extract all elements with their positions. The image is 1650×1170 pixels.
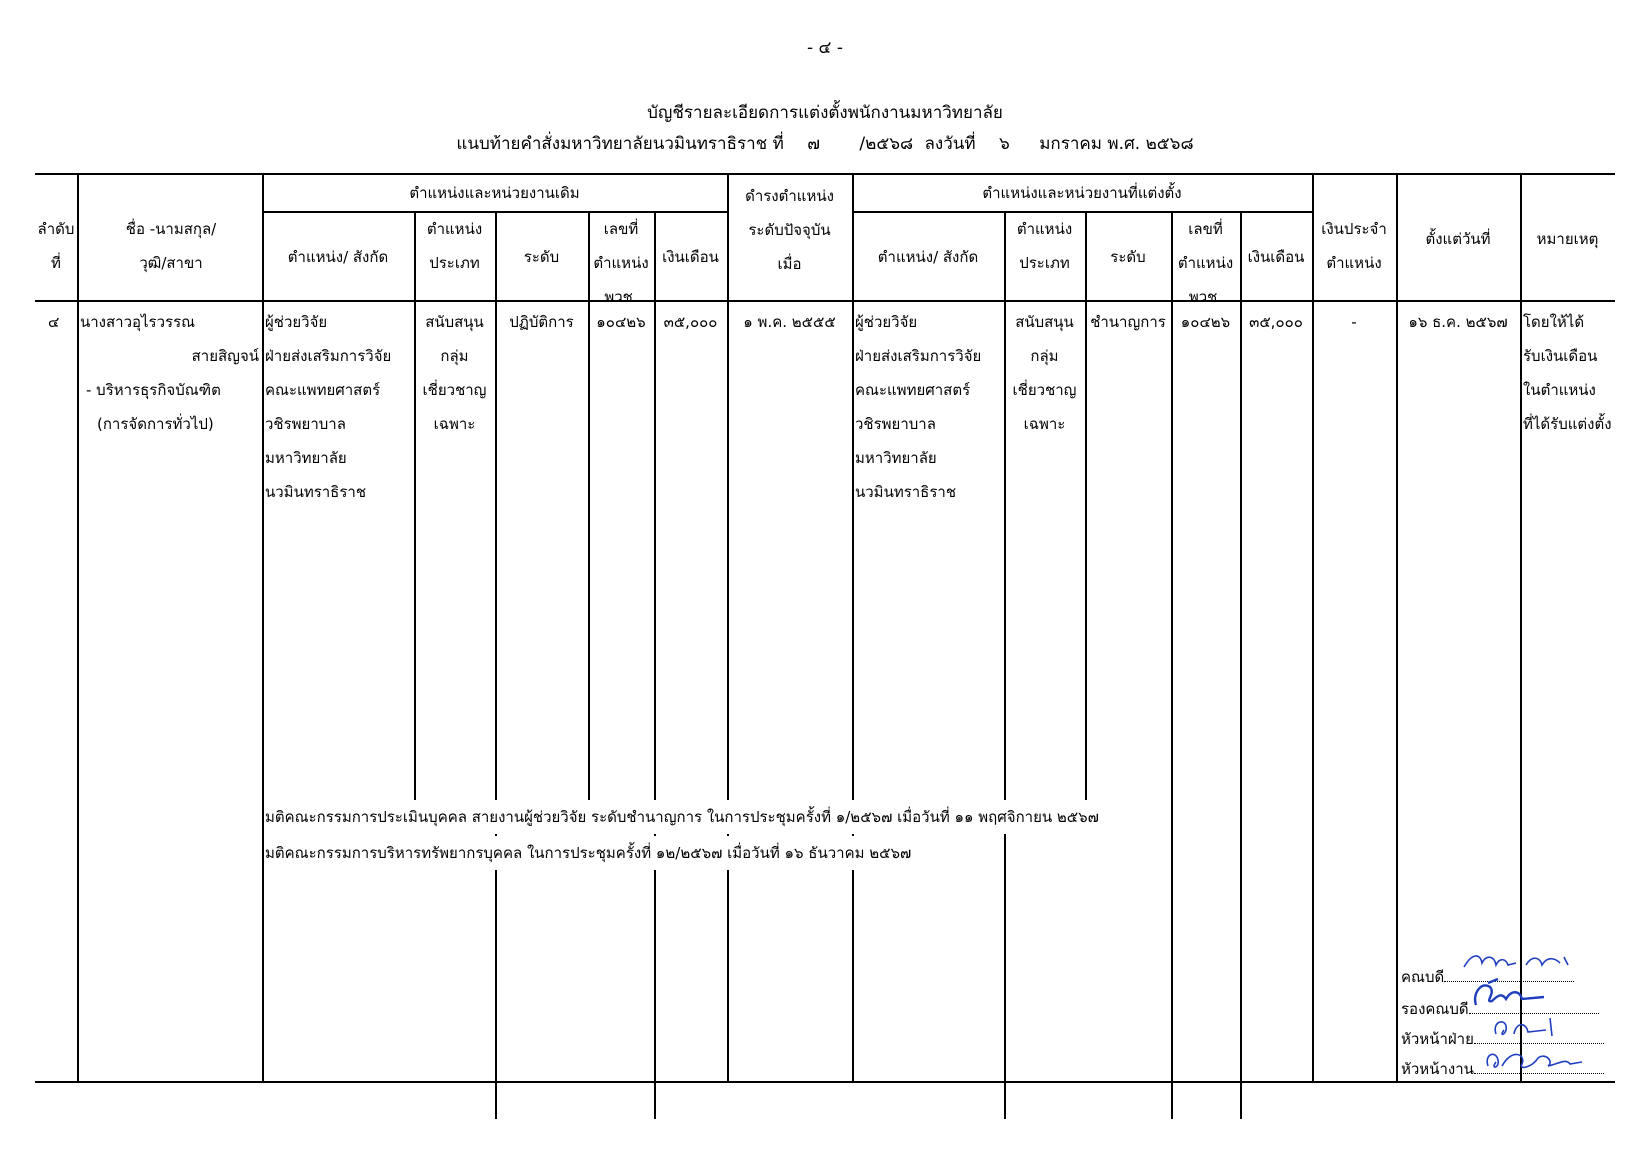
old-type: สนับสนุน กลุ่ม เชี่ยวชาญ เฉพาะ [422,313,487,433]
resolution-2: มติคณะกรรมการบริหารทรัพยากรบุคคล ในการประชุมครั้งที่ ๑๒/๒๕๖๗ เมื่อวันที่ ๑๖ ธันวาคม ๒๕๖๗ [265,836,911,870]
degree-line2: (การจัดการทั่วไป) [97,415,214,433]
order-year: /๒๕๖๘ [859,134,914,154]
header-new-type: ตำแหน่ง ประเภท [1016,220,1073,272]
header-allowance: เงินประจำ ตำแหน่ง [1321,220,1387,272]
signature-section-head: หัวหน้างาน [1401,1057,1604,1081]
old-salary: ๓๕,๐๐๐ [663,313,718,331]
remark: โดยให้ได้ รับเงินเดือน ในตำแหน่ง ที่ได้รับแต่งตั้ง [1523,313,1612,433]
header-held-since: ดำรงตำแหน่ง ระดับปัจจุบัน เมื่อ [745,187,834,273]
header-old-type: ตำแหน่ง ประเภท [426,220,483,272]
page-number: - ๔ - [807,38,843,58]
name-line2: สายสิญจน์ [191,347,259,365]
signature-vice-dean: รองคณบดี [1401,997,1599,1021]
old-position: ผู้ช่วยวิจัย ฝ่ายส่งเสริมการวิจัย คณะแพทยศาสตร์ วชิรพยาบาล มหาวิทยาลัย นวมินทราธิราช [265,313,392,501]
header-old-salary: เงินเดือน [662,248,719,266]
signature-dean: คณบดี [1401,965,1574,989]
old-level: ปฏิบัติการ [509,313,574,331]
header-effective: ตั้งแต่วันที่ [1425,230,1491,248]
header-old-group: ตำแหน่งและหน่วยงานเดิม [409,184,580,202]
header-name: ชื่อ -นามสกุล/ วุฒิ/สาขา [125,220,217,272]
header-new-group: ตำแหน่งและหน่วยงานที่แต่งตั้ง [982,184,1182,202]
allowance-value: - [1351,313,1357,331]
degree-line1: - บริหารธุรกิจบัณฑิต [86,381,221,399]
name-line1: นางสาวอุไรวรรณ [80,313,196,331]
dean-signature-ink [1460,945,1580,975]
old-pos-no: ๑๐๔๒๖ [596,313,646,331]
held-since: ๑ พ.ค. ๒๕๕๕ [743,313,836,331]
header-old-position: ตำแหน่ง/ สังกัด [287,248,389,266]
new-position: ผู้ช่วยวิจัย ฝ่ายส่งเสริมการวิจัย คณะแพทยศาสตร์ วชิรพยาบาล มหาวิทยาลัย นวมินทราธิราช [855,313,982,501]
header-old-pos-no: เลขที่ ตำแหน่ง พวช. [593,220,649,306]
row-no: ๔ [48,313,60,331]
header-remark: หมายเหตุ [1536,230,1599,248]
order-number: ๗ [807,134,820,154]
row-name [80,305,262,441]
header-new-position: ตำแหน่ง/ สังกัด [877,248,979,266]
resolution-1: มติคณะกรรมการประเมินบุคคล สายงานผู้ช่วยวิจัย ระดับชำนาญการ ในการประชุมครั้งที่ ๑/๒๕๖๗ เมื่อวันที่ ๑๑ พฤศจิกายน ๒๕๖๗ [265,800,1099,834]
header-new-pos-no: เลขที่ ตำแหน่ง พวช. [1177,220,1234,306]
header-old-level: ระดับ [523,248,560,266]
division-head-signature-ink [1486,1008,1566,1042]
order-month-year: มกราคม พ.ศ. ๒๕๖๘ [1039,134,1194,154]
header-no: ลำดับ ที่ [37,220,75,272]
new-level: ชำนาญการ [1090,313,1166,331]
header-new-level: ระดับ [1110,248,1146,266]
new-type: สนับสนุน กลุ่ม เชี่ยวชาญ เฉพาะ [1012,313,1077,433]
new-salary: ๓๕,๐๐๐ [1249,313,1303,331]
document-title: บัญชีรายละเอียดการแต่งตั้งพนักงานมหาวิทยาลัย [647,103,1003,123]
new-pos-no: ๑๐๔๒๖ [1180,313,1231,331]
effective-date: ๑๖ ธ.ค. ๒๕๖๗ [1408,313,1508,331]
signature-division-head: หัวหน้าฝ่าย [1401,1027,1604,1051]
date-label: ลงวันที่ [924,134,976,154]
section-head-signature-ink [1482,1044,1592,1074]
header-new-salary: เงินเดือน [1247,248,1305,266]
subtitle-prefix: แนบท้ายคำสั่งมหาวิทยาลัยนวมินทราธิราช ที่ [456,134,784,154]
order-day: ๖ [999,134,1010,154]
